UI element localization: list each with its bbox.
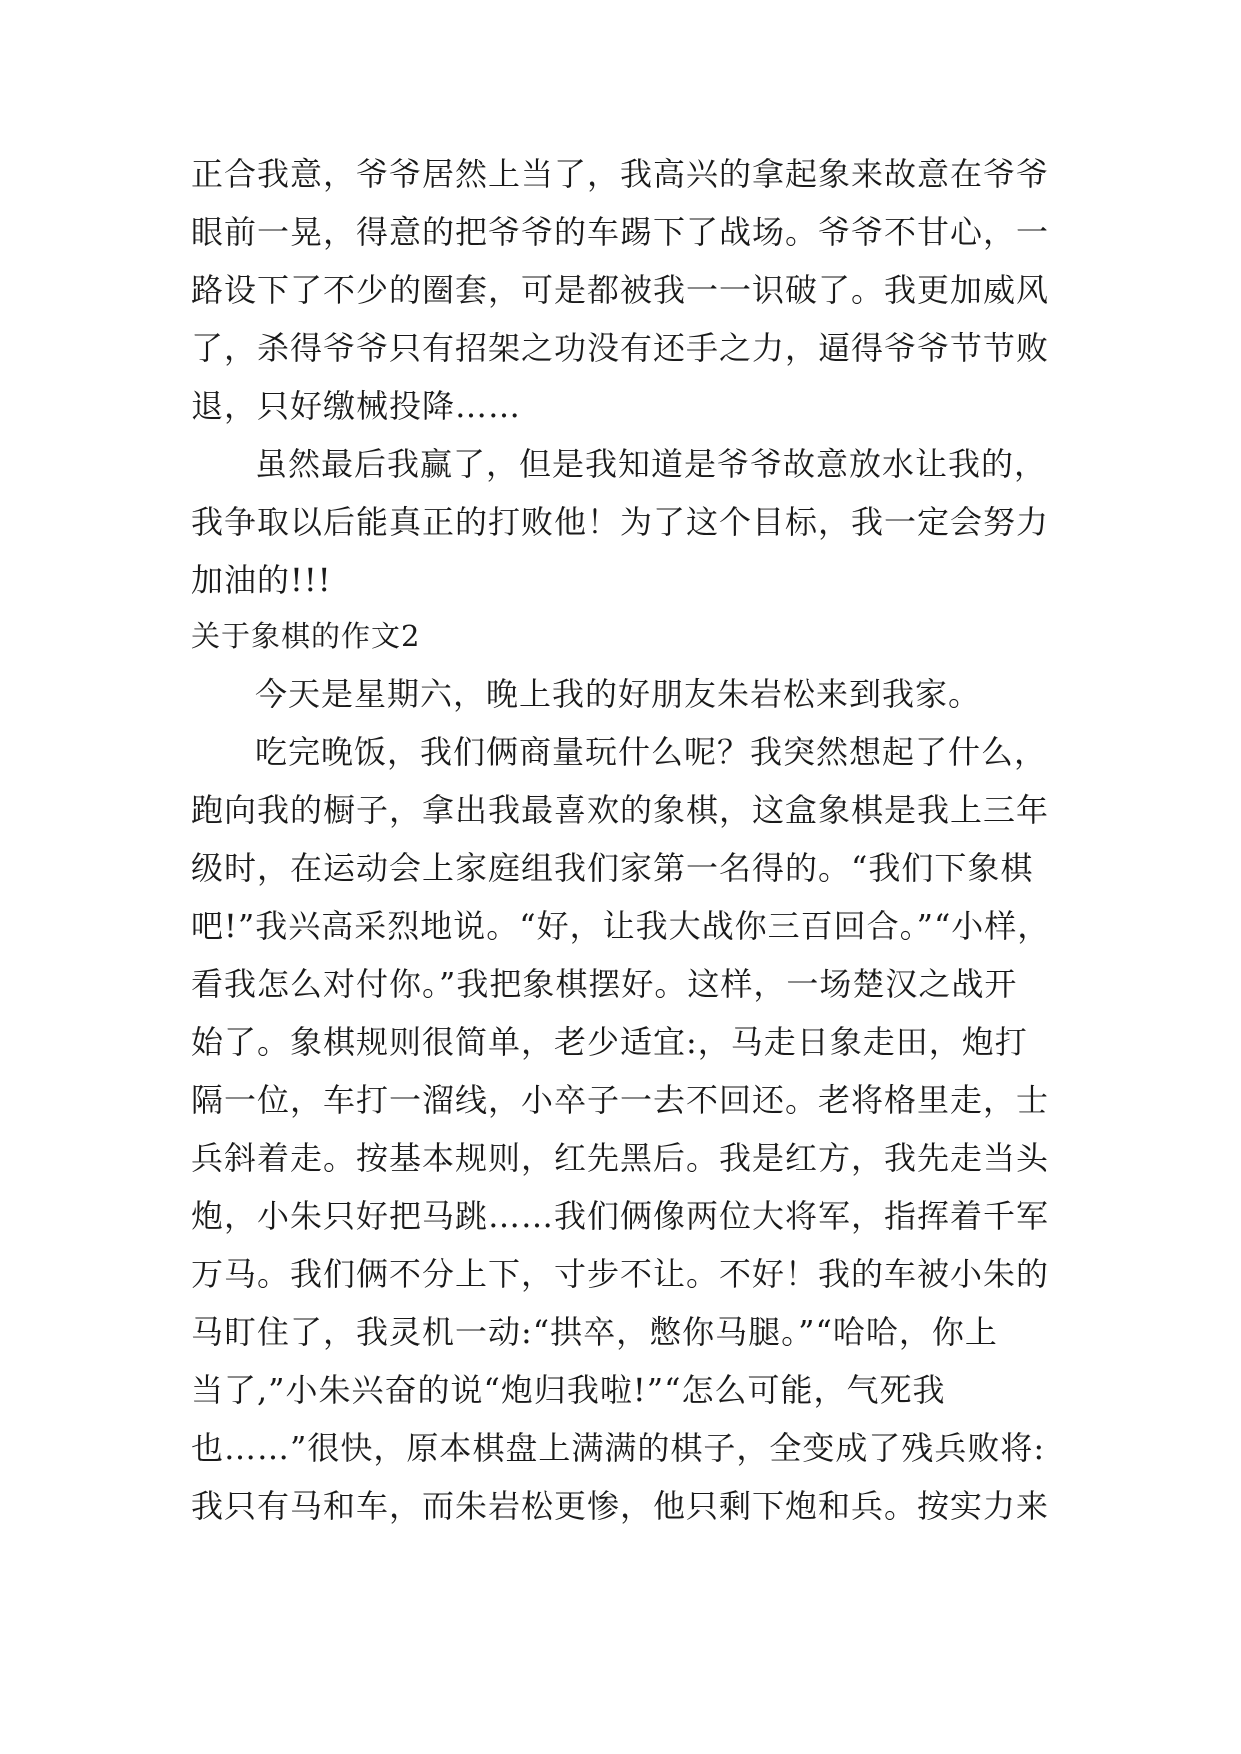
text-line: 万马。我们俩不分上下，寸步不让。不好！我的车被小朱的 [191,1255,1050,1293]
text-line: 马盯住了，我灵机一动:“拱卒，憋你马腿。”“哈哈，你上 [191,1313,998,1351]
text-line: 隔一位，车打一溜线，小卒子一去不回还。老将格里走，士 [191,1081,1050,1119]
paragraph-first-line: 今天是星期六，晚上我的好朋友朱岩松来到我家。 [255,675,982,713]
text-line: 兵斜着走。按基本规则，红先黑后。我是红方，我先走当头 [191,1139,1050,1177]
section-heading: 关于象棋的作文2 [191,619,421,653]
text-line: 也……”很快，原本棋盘上满满的棋子，全变成了残兵败将: [191,1429,1046,1467]
text-line: 正合我意，爷爷居然上当了，我高兴的拿起象来故意在爷爷 [191,155,1050,193]
paragraph-first-line: 吃完晚饭，我们俩商量玩什么呢？我突然想起了什么， [255,733,1048,771]
text-line: 看我怎么对付你。”我把象棋摆好。这样，一场楚汉之战开 [191,965,1018,1003]
text-line: 我只有马和车，而朱岩松更惨，他只剩下炮和兵。按实力来 [191,1487,1050,1525]
text-line: 眼前一晃，得意的把爷爷的车踢下了战场。爷爷不甘心，一 [191,213,1050,251]
text-line: 退，只好缴械投降…… [191,387,522,425]
text-line: 级时，在运动会上家庭组我们家第一名得的。“我们下象棋 [191,849,1034,887]
text-line: 了，杀得爷爷只有招架之功没有还手之力，逼得爷爷节节败 [191,329,1050,367]
text-line: 炮，小朱只好把马跳……我们俩像两位大将军，指挥着千军 [191,1197,1050,1235]
text-line: 当了,”小朱兴奋的说“炮归我啦!”“怎么可能，气死我 [191,1371,946,1409]
text-line: 始了。象棋规则很简单，老少适宜:，马走日象走田，炮打 [191,1023,1028,1061]
text-line: 路设下了不少的圈套，可是都被我一一识破了。我更加威风 [191,271,1050,309]
text-line: 加油的!!! [191,561,332,599]
text-line: 跑向我的橱子，拿出我最喜欢的象棋，这盒象棋是我上三年 [191,791,1050,829]
text-line: 吧!”我兴高采烈地说。“好，让我大战你三百回合。”“小样， [191,907,1051,945]
paragraph-first-line: 虽然最后我赢了，但是我知道是爷爷故意放水让我的， [255,445,1048,483]
text-line: 我争取以后能真正的打败他！为了这个目标，我一定会努力 [191,503,1050,541]
